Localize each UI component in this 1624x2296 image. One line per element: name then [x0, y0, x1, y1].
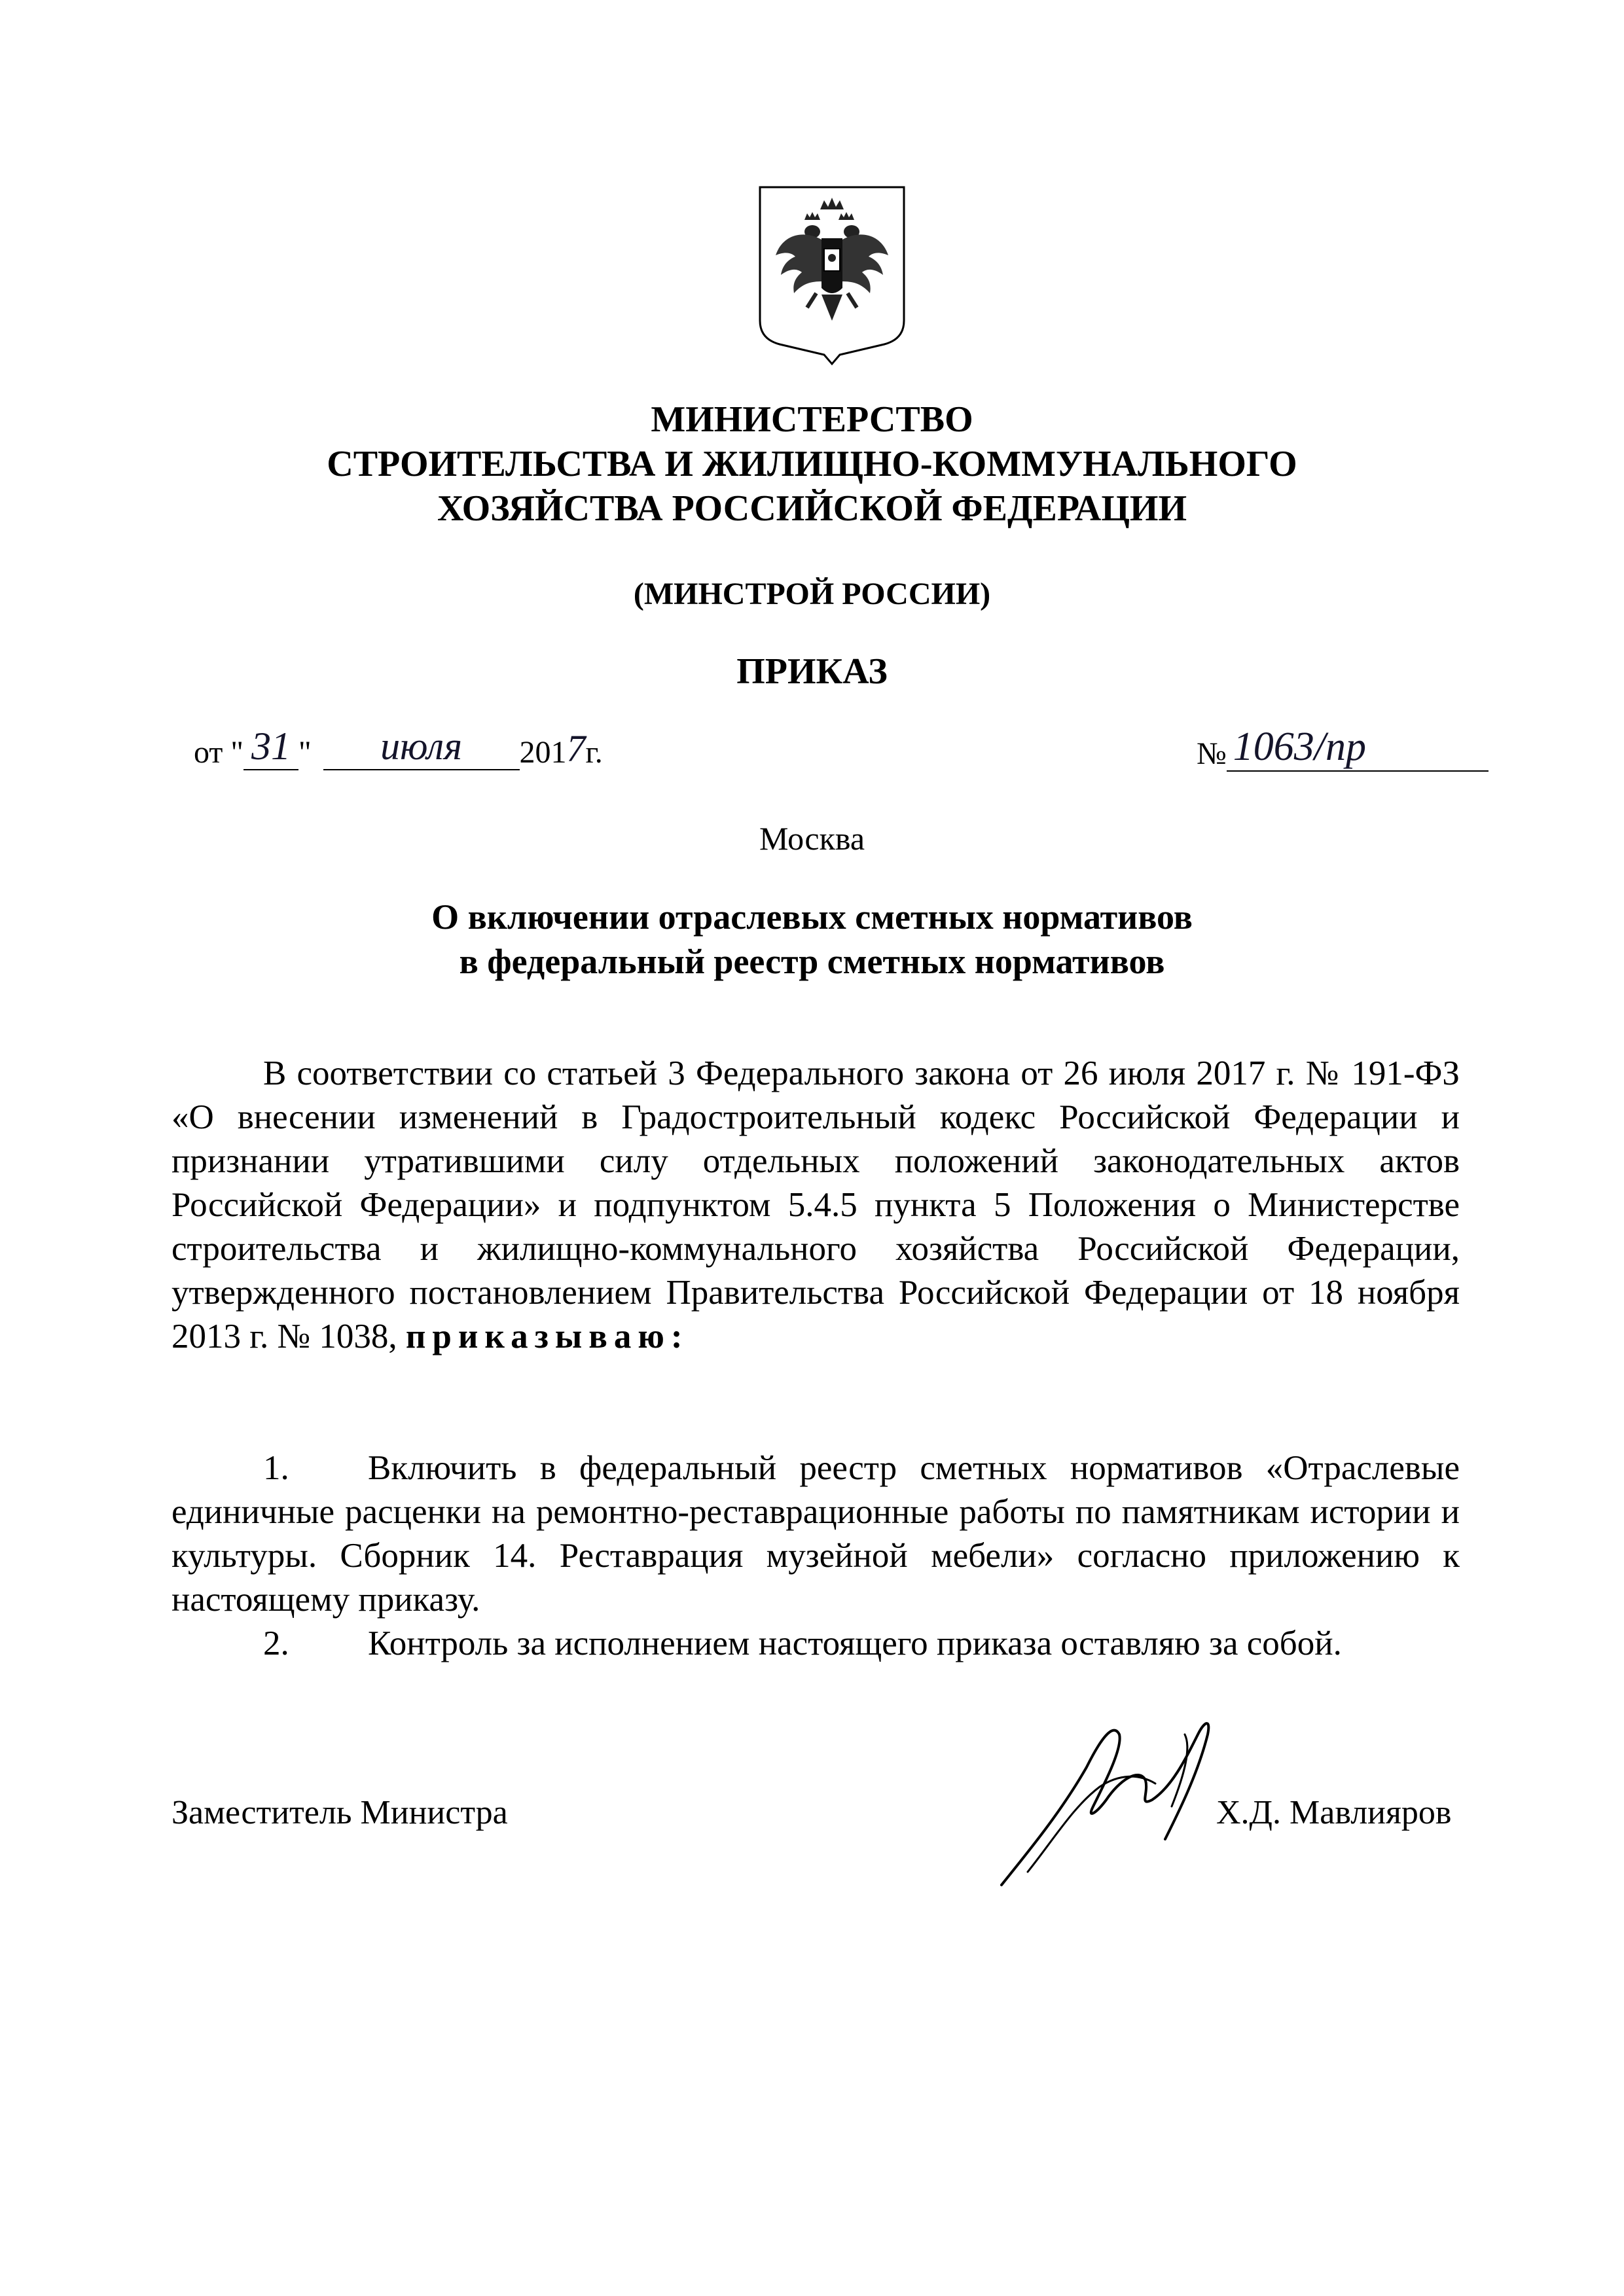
item-number: 1.	[263, 1449, 289, 1487]
ministry-name-line3: ХОЗЯЙСТВА РОССИЙСКОЙ ФЕДЕРАЦИИ	[437, 488, 1187, 529]
ministry-name-line1: МИНИСТЕРСТВО	[651, 399, 973, 440]
number-prefix: №	[1197, 736, 1227, 771]
subject-line2: в федеральный реестр сметных нормативов	[459, 942, 1165, 981]
coat-of-arms-icon	[756, 183, 908, 367]
document-type-title: ПРИКАЗ	[736, 651, 888, 692]
date-day: 31	[244, 724, 298, 770]
signer-position: Заместитель Министра	[171, 1794, 508, 1831]
item-text: Включить в федеральный реестр сметных нормативов «Отраслевые единичные расценки на ремонтно-реставрационные работы по памятникам истории и культуры. Сборник 14. Реставрация музейной мебели» согласно приложению к настоящему приказу.	[171, 1449, 1460, 1619]
date-year-printed: 201	[519, 735, 567, 770]
list-item	[171, 1622, 1460, 1666]
date-suffix: г.	[585, 735, 603, 770]
ministry-abbreviation: (МИНСТРОЙ РОССИИ)	[633, 577, 991, 611]
city: Москва	[759, 820, 865, 857]
preamble-text: В соответствии со статьей 3 Федерального закона от 26 июля 2017 г. № 191-ФЗ «О внесении изменений в Градостроительный кодекс Российской Федерации и признании утратившими силу отдельных положений законодательных актов Российской Федерации» и подпунктом 5.4.5 пункта 5 Положения о Министерстве строительства и жилищно-коммунального хозяйства Российской Федерации, утвержденного постановлением Правительства Российской Федерации от 18 ноября 2013 г. № 1038,	[171, 1054, 1460, 1355]
list-item	[171, 1446, 1460, 1622]
date-month: июля	[323, 724, 520, 770]
order-date: от " 31 " июля 2017г.	[194, 725, 603, 770]
order-word: приказываю:	[405, 1318, 689, 1355]
subject-line1: О включении отраслевых сметных нормативов	[431, 897, 1193, 937]
signer-name: Х.Д. Мавлияров	[1216, 1794, 1452, 1831]
preamble-paragraph	[171, 1052, 1460, 1359]
number-value: 1063/пр	[1227, 724, 1489, 772]
order-number	[1197, 724, 1489, 776]
item-number: 2.	[263, 1624, 289, 1662]
item-text: Контроль за исполнением настоящего приказа оставляю за собой.	[368, 1624, 1342, 1662]
ministry-name-line2: СТРОИТЕЛЬСТВА И ЖИЛИЩНО-КОММУНАЛЬНОГО	[327, 444, 1297, 484]
date-year-handwritten: 7	[566, 727, 586, 770]
date-prefix: от	[194, 735, 223, 770]
